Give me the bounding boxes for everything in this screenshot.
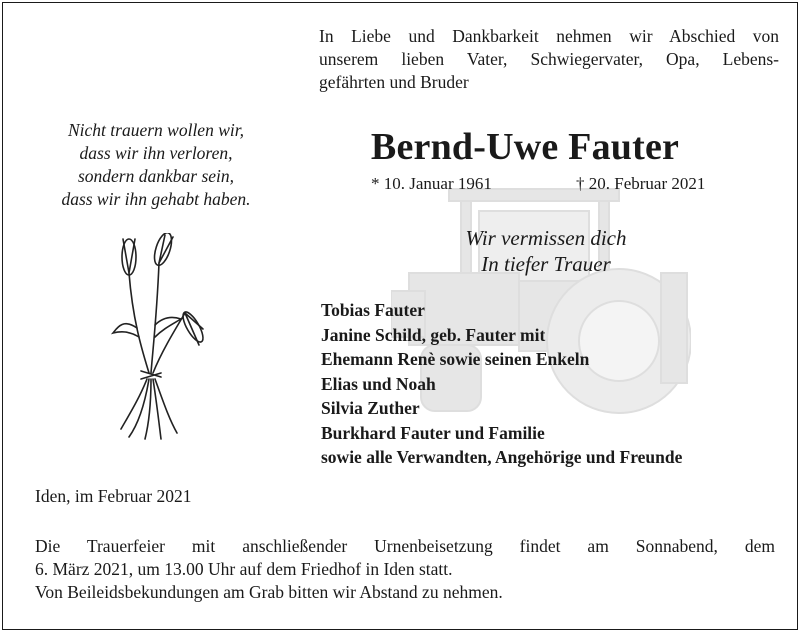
poem-line: Nicht trauern wollen wir,: [68, 120, 244, 140]
poem-line: dass wir ihn gehabt haben.: [61, 189, 251, 209]
notice-line: 6. März 2021, um 13.00 Uhr auf dem Friedhof in Iden statt.: [35, 559, 453, 579]
notice-line: Die Trauerfeier mit anschließender Urnenbeisetzung findet am Sonnabend, dem: [35, 536, 775, 556]
poem: [21, 119, 291, 211]
motto: [381, 225, 711, 277]
funeral-notice: [35, 535, 775, 604]
intro-text: [319, 25, 779, 94]
wheat-bundle-icon: [99, 233, 219, 443]
mourners-list: [321, 298, 791, 470]
mourner: Tobias Fauter: [321, 300, 425, 320]
mourner: Elias und Noah: [321, 373, 436, 394]
death-date: † 20. Februar 2021: [576, 174, 706, 193]
birth-date: * 10. Januar 1961: [371, 174, 492, 193]
intro-line: In Liebe und Dankbarkeit nehmen wir Abschied von: [319, 26, 779, 46]
poem-line: dass wir ihn verloren,: [79, 143, 233, 163]
mourner: Janine Schild, geb. Fauter mit: [321, 324, 546, 345]
place-date: Iden, im Februar 2021: [35, 486, 192, 506]
notice-line: Von Beileidsbekundungen am Grab bitten wir Abstand zu nehmen.: [35, 582, 503, 602]
obituary-notice: [2, 2, 798, 630]
intro-line: unserem lieben Vater, Schwiegervater, Opa, Lebens-: [319, 49, 779, 69]
mourner: Burkhard Fauter und Familie: [321, 422, 545, 443]
mourner: sowie alle Verwandten, Angehörige und Freunde: [321, 447, 683, 467]
deceased-name: Bernd-Uwe Fauter: [370, 126, 680, 168]
intro-line: gefährten und Bruder: [319, 72, 469, 92]
poem-line: sondern dankbar sein,: [77, 166, 235, 186]
mourner: Ehemann Renè sowie seinen Enkeln: [321, 349, 590, 369]
mourner: Silvia Zuther: [321, 398, 420, 418]
motto-line: Wir vermissen dich: [465, 226, 627, 250]
motto-line: In tiefer Trauer: [481, 252, 611, 276]
